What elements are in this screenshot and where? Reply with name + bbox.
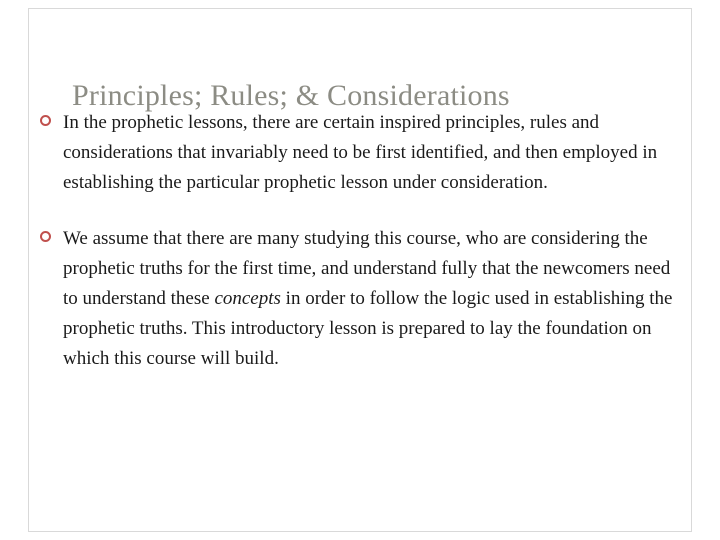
list-item <box>40 224 680 374</box>
circle-bullet-icon <box>40 115 51 126</box>
list-item-text-segment: In the prophetic lessons, there are certain inspired principles, rules and considerations that invariably need to be first identified, and then employed in establishing the particular prophetic lesson under consideration. <box>63 112 658 193</box>
list-item-text <box>63 108 680 198</box>
list-item <box>40 108 680 198</box>
slide-body <box>40 108 680 400</box>
list-item-text-emphasis: concepts <box>214 288 281 309</box>
list-item-text <box>63 224 680 374</box>
list-item-text-segment: We assume that there are many studying this course, who are considering the prophetic truths for the first time, and understand fully that the newcomers need to understand these <box>63 228 671 309</box>
page-title: Principles; Rules; & Considerations <box>72 79 510 113</box>
list-item-text-segment: in order to follow the logic used in establishing the prophetic truths. This introductory lesson is prepared to lay the foundation on which this course will build. <box>63 288 673 369</box>
circle-bullet-icon <box>40 231 51 242</box>
